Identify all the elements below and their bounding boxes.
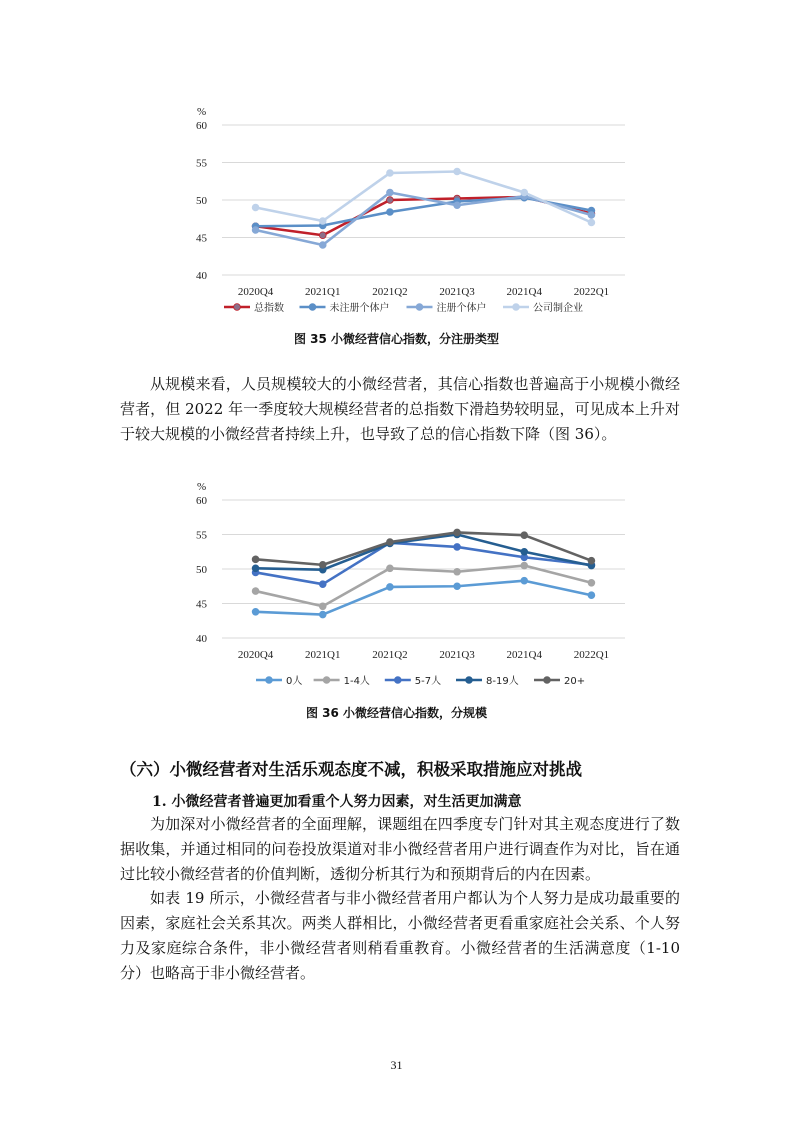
data-point <box>454 544 461 551</box>
chart-35 <box>0 100 793 320</box>
x-tick-label: 2021Q3 <box>439 649 475 661</box>
y-tick-label: 45 <box>196 598 207 611</box>
legend-swatch-marker <box>513 304 520 311</box>
data-point <box>454 202 461 209</box>
data-point <box>454 583 461 590</box>
y-tick-label: 50 <box>196 195 207 207</box>
legend-swatch-marker <box>234 304 241 311</box>
legend-label: 0人 <box>286 676 303 687</box>
x-tick-label: 2021Q2 <box>372 286 408 298</box>
data-point <box>252 588 259 595</box>
series-line-0 <box>256 197 592 235</box>
data-point <box>252 565 259 572</box>
legend-swatch-marker <box>544 677 551 684</box>
data-point <box>387 197 394 204</box>
subsection-heading: 1. 小微经营者普遍更加看重个人努力因素，对生活更加满意 <box>152 794 522 810</box>
legend-label: 未注册个体户 <box>329 303 390 314</box>
x-tick-label: 2021Q2 <box>372 649 408 661</box>
data-point <box>252 556 259 563</box>
x-tick-label: 2021Q4 <box>506 649 542 661</box>
data-point <box>319 611 326 618</box>
x-tick-label: 2021Q1 <box>305 649 341 661</box>
data-point <box>521 532 528 539</box>
y-tick-label: 45 <box>196 232 207 245</box>
data-point <box>319 232 326 239</box>
legend-label: 5-7人 <box>414 676 442 687</box>
legend-label: 1-4人 <box>343 676 370 687</box>
data-point <box>319 242 326 249</box>
data-point <box>521 189 528 196</box>
y-tick-label: 60 <box>196 120 207 132</box>
section-heading: （六）小微经营者对生活乐观态度不减，积极采取措施应对挑战 <box>120 760 582 779</box>
page-number: 31 <box>390 1058 403 1072</box>
data-point <box>588 219 595 226</box>
paragraph-survey: 为加深对小微经营者的全面理解，课题组在四季度专门针对其主观态度进行了数据收集，并通过相同的问卷投放渠道对非小微经营者用户进行调查作为对比，旨在通过比较小微经营者的价值判断，透彻分析其行为和预期背后的内在因素。 <box>120 815 680 883</box>
data-point <box>387 565 394 572</box>
y-axis-unit: % <box>197 481 207 493</box>
x-tick-label: 2021Q1 <box>305 286 341 298</box>
legend-swatch-marker <box>394 677 401 684</box>
data-point <box>387 209 394 216</box>
data-point <box>319 603 326 610</box>
y-tick-label: 40 <box>196 270 207 282</box>
data-point <box>588 592 595 599</box>
legend-swatch-marker <box>266 677 273 684</box>
data-point <box>387 539 394 546</box>
data-point <box>252 227 259 234</box>
data-point <box>319 561 326 568</box>
data-point <box>319 581 326 588</box>
figure-35-caption: 图 35 小微经营信心指数，分注册类型 <box>293 332 500 346</box>
data-point <box>454 168 461 175</box>
data-point <box>588 212 595 219</box>
legend-swatch-marker <box>416 304 423 311</box>
y-tick-label: 50 <box>196 564 207 576</box>
legend-label: 总指数 <box>254 303 284 314</box>
x-tick-label: 2020Q4 <box>237 649 274 661</box>
data-point <box>454 568 461 575</box>
legend-swatch-marker <box>309 304 316 311</box>
legend-label: 8-19人 <box>486 676 519 687</box>
legend-label: 20+ <box>564 676 586 687</box>
paragraph-table19: 如表 19 所示，小微经营者与非小微经营者用户都认为个人努力是成功最重要的因素，家庭社会关系其次。两类人群相比，小微经营者更看重家庭社会关系、个人努力及家庭综合条件，非小微经营者则稍看重教育。小微经营者的生活满意度（1-10 分）也略高于非小微经营者。 <box>120 889 680 982</box>
series-line-0 <box>256 581 592 615</box>
figure-36-caption: 图 36 小微经营信心指数，分规模 <box>305 706 488 720</box>
legend-swatch-marker <box>323 677 330 684</box>
data-point <box>252 204 259 211</box>
data-point <box>521 562 528 569</box>
y-tick-label: 55 <box>196 529 207 542</box>
x-tick-label: 2020Q4 <box>237 286 274 298</box>
chart-35-svg <box>0 100 793 320</box>
data-point <box>588 579 595 586</box>
data-point <box>454 529 461 536</box>
data-point <box>252 608 259 615</box>
paragraph-scale: 从规模来看，人员规模较大的小微经营者，其信心指数也普遍高于小规模小微经营者，但 2022 年一季度较大规模经营者的总指数下滑趋势较明显，可见成本上升对于较大规模的小微经营者持续上升，也导致了总的信心指数下降（图 36）。 <box>120 375 680 443</box>
data-point <box>521 548 528 555</box>
data-point <box>521 577 528 584</box>
x-tick-label: 2021Q3 <box>439 286 475 298</box>
data-point <box>387 584 394 591</box>
y-tick-label: 60 <box>196 495 207 507</box>
data-point <box>387 170 394 177</box>
legend-label: 注册个体户 <box>436 303 487 314</box>
x-tick-label: 2022Q1 <box>573 286 610 298</box>
data-point <box>387 189 394 196</box>
data-point <box>588 557 595 564</box>
x-tick-label: 2022Q1 <box>573 649 610 661</box>
legend-swatch-marker <box>466 677 473 684</box>
data-point <box>319 218 326 225</box>
series-line-3 <box>256 172 592 223</box>
y-axis-unit: % <box>197 106 207 118</box>
legend-label: 公司制企业 <box>533 303 583 314</box>
y-tick-label: 55 <box>196 157 207 170</box>
y-tick-label: 40 <box>196 633 207 645</box>
chart-36-svg <box>0 474 793 694</box>
chart-36 <box>0 474 793 694</box>
x-tick-label: 2021Q4 <box>506 286 542 298</box>
